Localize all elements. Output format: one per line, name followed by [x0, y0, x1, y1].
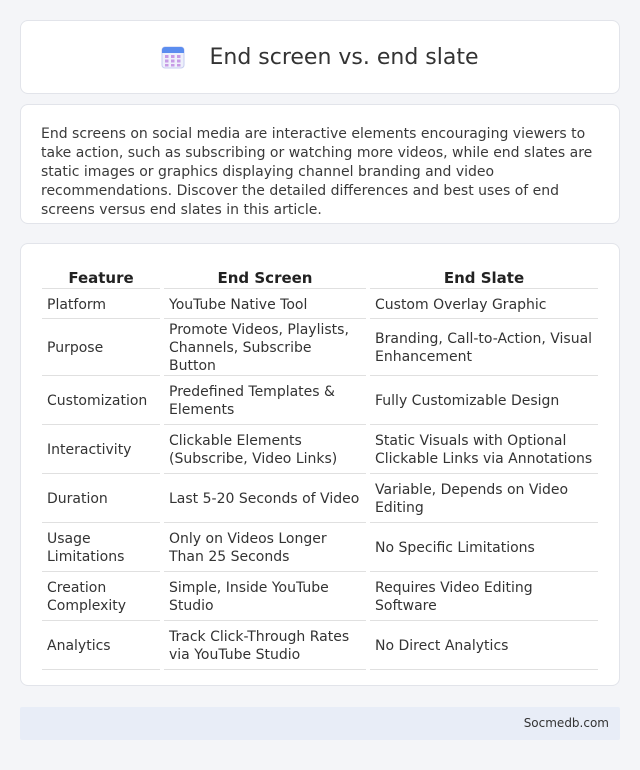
feature-cell: Platform — [42, 289, 160, 319]
page-title: End screen vs. end slate — [209, 44, 479, 70]
end-screen-cell: Only on Videos Longer Than 25 Seconds — [164, 523, 366, 572]
table-row — [42, 319, 598, 376]
table-row — [42, 425, 598, 474]
end-screen-cell: Simple, Inside YouTube Studio — [164, 572, 366, 621]
footer-site-link[interactable]: Socmedb.com — [523, 716, 609, 730]
table-row — [42, 376, 598, 425]
end-slate-cell: No Direct Analytics — [370, 621, 598, 670]
end-slate-cell: Variable, Depends on Video Editing — [370, 474, 598, 523]
feature-cell: Duration — [42, 474, 160, 523]
table-row — [42, 523, 598, 572]
title-card — [20, 20, 620, 94]
header-end-screen: End Screen — [164, 264, 366, 289]
table-row — [42, 572, 598, 621]
end-slate-cell: No Specific Limitations — [370, 523, 598, 572]
end-slate-cell: Requires Video Editing Software — [370, 572, 598, 621]
end-screen-cell: Predefined Templates & Elements — [164, 376, 366, 425]
comparison-table — [38, 264, 602, 670]
header-feature: Feature — [42, 264, 160, 289]
footer — [20, 707, 620, 740]
table-header-row — [42, 264, 598, 289]
intro-text: End screens on social media are interactive elements encouraging viewers to take action, such as subscribing or watching more videos, while end slates are static images or graphics displaying channel branding and video recommendations. Discover the detailed differences and best uses of end screens versus end slates in this article. — [41, 126, 593, 218]
table-row — [42, 621, 598, 670]
end-slate-cell: Custom Overlay Graphic — [370, 289, 598, 319]
intro-card — [20, 104, 620, 224]
feature-cell: Customization — [42, 376, 160, 425]
feature-cell: Usage Limitations — [42, 523, 160, 572]
end-screen-cell: Last 5-20 Seconds of Video — [164, 474, 366, 523]
calendar-icon — [161, 45, 185, 69]
feature-cell: Purpose — [42, 319, 160, 376]
end-slate-cell: Static Visuals with Optional Clickable Links via Annotations — [370, 425, 598, 474]
end-screen-cell: Clickable Elements (Subscribe, Video Links) — [164, 425, 366, 474]
comparison-table-card — [20, 243, 620, 686]
end-screen-cell: Promote Videos, Playlists, Channels, Subscribe Button — [164, 319, 366, 376]
feature-cell: Creation Complexity — [42, 572, 160, 621]
header-end-slate: End Slate — [370, 264, 598, 289]
table-row — [42, 289, 598, 319]
feature-cell: Interactivity — [42, 425, 160, 474]
feature-cell: Analytics — [42, 621, 160, 670]
end-screen-cell: Track Click-Through Rates via YouTube Studio — [164, 621, 366, 670]
end-screen-cell: YouTube Native Tool — [164, 289, 366, 319]
end-slate-cell: Branding, Call-to-Action, Visual Enhancement — [370, 319, 598, 376]
end-slate-cell: Fully Customizable Design — [370, 376, 598, 425]
table-row — [42, 474, 598, 523]
